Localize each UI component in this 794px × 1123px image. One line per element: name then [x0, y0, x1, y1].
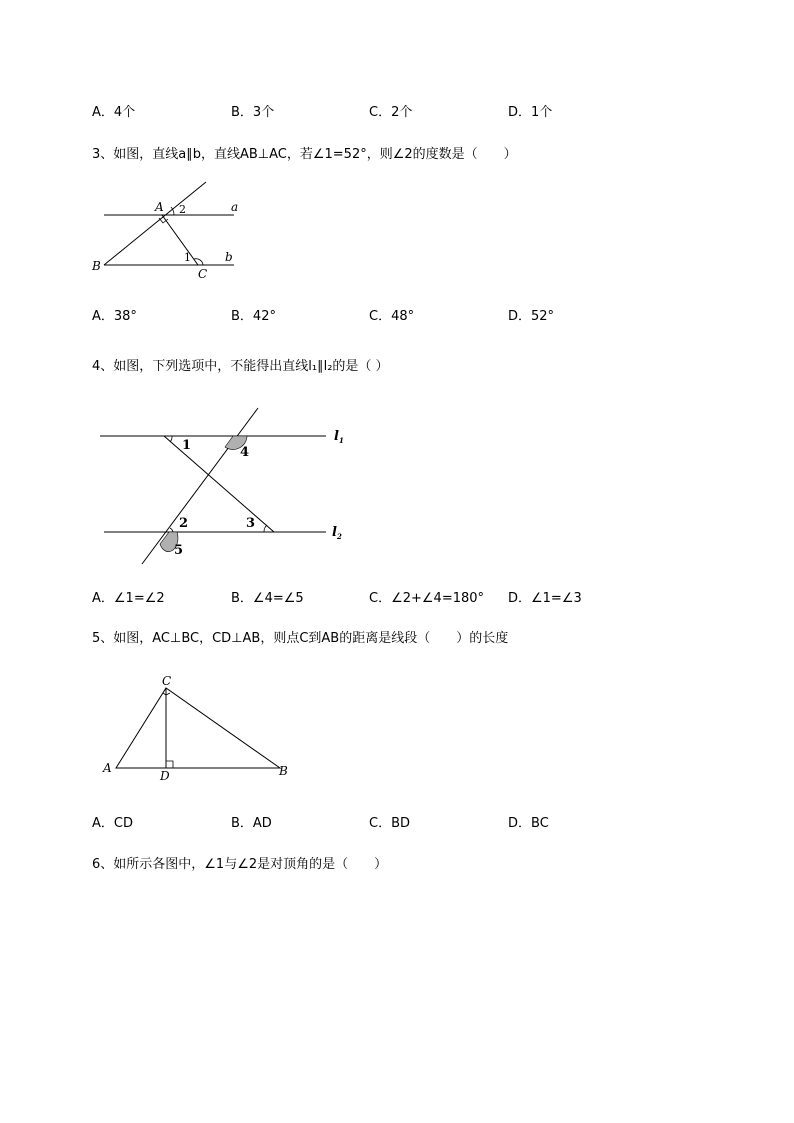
q4-label-l2-sub: 2	[336, 532, 342, 541]
q3-option-d[interactable]: D．52°	[508, 309, 555, 324]
q3-label-angle-2: 2	[179, 203, 186, 216]
q2-option-b[interactable]: B．3个	[231, 105, 275, 120]
q5-label-d: D	[160, 769, 170, 783]
q4-option-b[interactable]: B．∠4=∠5	[231, 591, 304, 606]
q4-stem: 4、如图，下列选项中，不能得出直线l₁∥l₂的是（ ）	[92, 359, 389, 374]
q4-label-l2	[332, 525, 342, 541]
q4-label-l2-main: l	[332, 525, 337, 540]
q2-option-c[interactable]: C．2个	[369, 105, 413, 120]
q5-option-c[interactable]: C．BD	[369, 816, 411, 831]
q3-option-a[interactable]: A．38°	[92, 309, 137, 324]
q2-option-a[interactable]: A．4个	[92, 105, 136, 120]
q3-label-c-point: C	[198, 267, 208, 281]
q5-triangle-abc	[116, 688, 280, 768]
q6-stem: 6、如所示各图中，∠1与∠2是对顶角的是（ ）	[92, 857, 388, 872]
q5-option-a[interactable]: A．CD	[92, 816, 133, 831]
q3-option-b[interactable]: B．42°	[231, 309, 276, 324]
q5-option-d[interactable]: D．BC	[508, 816, 549, 831]
q4-label-l1-main: l	[334, 429, 339, 444]
q5-stem: 5、如图，AC⊥BC，CD⊥AB，则点C到AB的距离是线段（ ）的长度	[92, 631, 509, 646]
q2-option-d[interactable]: D．1个	[508, 105, 553, 120]
q4-label-angle-5: 5	[174, 543, 184, 558]
q4-options	[92, 587, 712, 605]
q3-label-b-point: B	[92, 259, 101, 273]
q4-option-c[interactable]: C．∠2+∠4=180°	[369, 591, 485, 606]
q4-label-l1-sub: 1	[338, 436, 344, 445]
q5-label-a: A	[103, 761, 112, 775]
q5-options	[92, 812, 712, 830]
q4-option-d[interactable]: D．∠1=∠3	[508, 591, 582, 606]
q3-figure	[90, 178, 250, 288]
q5-label-c: C	[162, 674, 172, 688]
q4-label-angle-3: 3	[246, 516, 256, 531]
q4-label-angle-4: 4	[240, 445, 250, 460]
q4-label-angle-2: 2	[179, 516, 189, 531]
q3-line-ac	[162, 215, 198, 265]
q5-option-b[interactable]: B．AD	[231, 816, 272, 831]
q4-angle-2-arc	[170, 528, 173, 532]
q3-label-line-b: b	[225, 250, 233, 264]
q5-label-b: B	[279, 764, 288, 778]
q5-figure	[100, 672, 300, 784]
q4-transversal-1	[142, 408, 258, 564]
q3-label-angle-1: 1	[184, 251, 191, 264]
q4-angle-1-arc	[170, 436, 172, 442]
q4-figure	[96, 402, 356, 570]
q3-option-c[interactable]: C．48°	[369, 309, 415, 324]
q4-label-angle-1: 1	[182, 438, 192, 453]
q2-options	[92, 101, 712, 119]
q5-right-angle-d	[166, 761, 173, 768]
q3-label-line-a: a	[231, 200, 239, 214]
q3-stem: 3、如图，直线a∥b，直线AB⊥AC，若∠1=52°，则∠2的度数是（ ）	[92, 147, 517, 162]
q3-label-a-point: A	[155, 200, 164, 214]
q4-label-l1	[334, 429, 344, 445]
q3-options	[92, 305, 712, 323]
q4-option-a[interactable]: A．∠1=∠2	[92, 591, 165, 606]
